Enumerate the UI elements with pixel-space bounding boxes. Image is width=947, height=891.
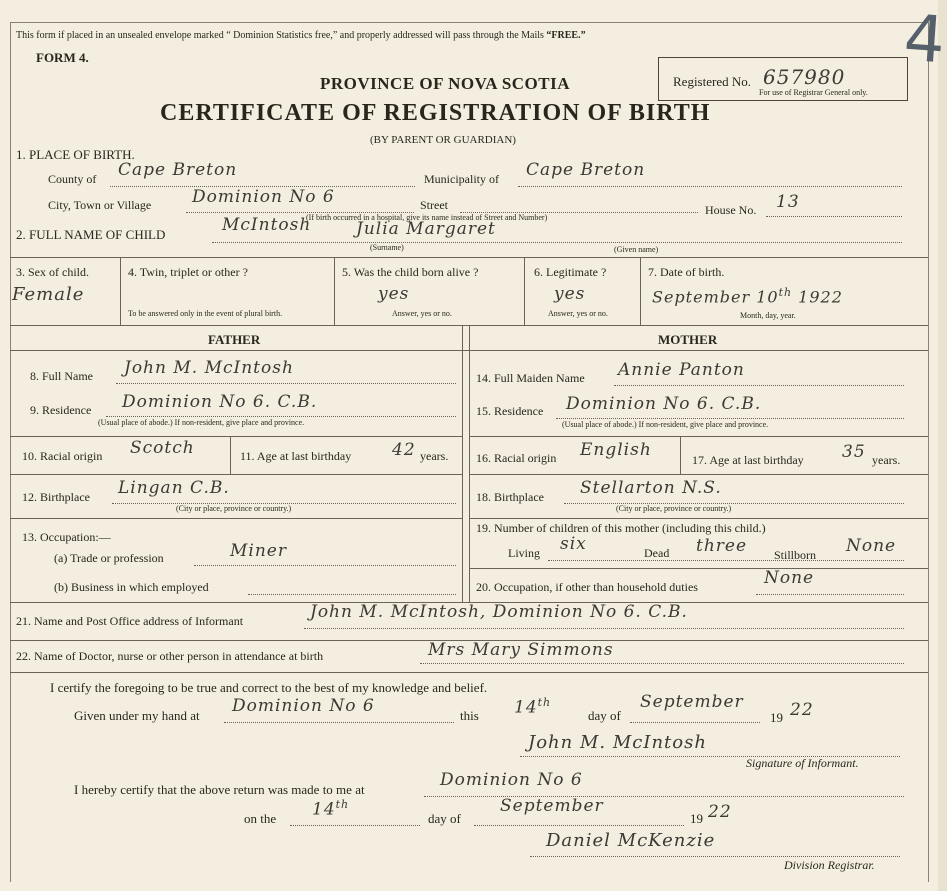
mother-name-line <box>614 385 904 386</box>
child-surname: McIntosh <box>222 215 312 235</box>
father-heading: FATHER <box>208 332 261 347</box>
father-racial-value: Scotch <box>130 438 195 458</box>
dead-label: Dead <box>644 546 670 560</box>
trade-label: (a) Trade or profession <box>54 551 164 565</box>
living-value: six <box>560 534 587 554</box>
registrar-signature: Daniel McKenzie <box>546 830 716 851</box>
right-border <box>928 22 929 882</box>
occupation-label: 13. Occupation:— <box>22 530 111 544</box>
child-name-label: 2. FULL NAME OF CHILD <box>16 227 166 242</box>
doctor-line <box>420 663 904 664</box>
city-label: City, Town or Village <box>48 198 152 212</box>
father-residence-label: 9. Residence <box>30 403 92 417</box>
registrar-signature-label: Division Registrar. <box>784 858 875 872</box>
parent-heading-rule <box>10 350 928 351</box>
twin-label: 4. Twin, triplet or other ? <box>128 265 248 279</box>
certify-statement: I certify the foregoing to be true and correct to the best of my knowledge and belief. <box>50 680 488 695</box>
mother-occupation-value: None <box>764 568 815 588</box>
father-residence-value: Dominion No 6. C.B. <box>122 392 318 412</box>
given-note: (Given name) <box>614 245 659 254</box>
father-birthplace-label: 12. Birthplace <box>22 490 90 504</box>
house-label: House No. <box>705 203 757 217</box>
certify-year-value: 22 <box>790 700 814 720</box>
registrar-month-line <box>474 825 684 826</box>
mother-residence-label: 15. Residence <box>476 404 544 418</box>
mother-years-label: years. <box>872 453 901 467</box>
hospital-note: (If birth occurred in a hospital, give its name instead of Street and Number) <box>306 213 548 222</box>
birth-day: 10 <box>756 287 779 307</box>
mail-notice <box>16 30 586 41</box>
informant-line <box>304 628 904 629</box>
province-heading: PROVINCE OF NOVA SCOTIA <box>320 74 571 93</box>
legit-value: yes <box>554 284 586 304</box>
mail-notice-free: “FREE.” <box>546 30 586 41</box>
given-place-line <box>224 722 454 723</box>
this-label: this <box>460 708 479 723</box>
certify-month-value: September <box>640 692 744 712</box>
doctor-value: Mrs Mary Simmons <box>428 640 614 660</box>
parent-column-divider <box>462 325 463 602</box>
street-label: Street <box>420 198 448 212</box>
registrar-on-the: on the <box>244 811 277 826</box>
certify-day-of-label: day of <box>588 708 621 723</box>
father-residence-note: (Usual place of abode.) If non-resident, give place and province. <box>98 418 305 427</box>
mother-age-value: 35 <box>842 442 866 462</box>
child-given-name: Julia Margaret <box>356 219 496 239</box>
mother-occupation-line <box>756 594 904 595</box>
birth-day-suffix: th <box>778 286 793 299</box>
municipality-value: Cape Breton <box>526 160 646 180</box>
row3-divider-3 <box>524 257 525 325</box>
registrar-place-line <box>424 796 904 797</box>
certificate-title: CERTIFICATE OF REGISTRATION OF BIRTH <box>160 100 711 126</box>
mother-birthplace-label: 18. Birthplace <box>476 490 544 504</box>
mother-occupation-label: 20. Occupation, if other than household duties <box>476 580 698 594</box>
father-row-rule-2 <box>10 474 462 475</box>
dead-value: three <box>696 536 748 556</box>
mother-name-value: Annie Panton <box>618 360 745 380</box>
mother-row-rule-3 <box>469 518 928 519</box>
father-row-rule-1 <box>10 436 462 437</box>
birth-year: 1922 <box>798 287 843 307</box>
form-number: FORM 4. <box>36 50 89 65</box>
legit-note: Answer, yes or no. <box>548 309 608 318</box>
mother-row-rule-4 <box>469 568 928 569</box>
registered-label: Registered No. <box>673 74 751 89</box>
certificate-subtitle: (BY PARENT OR GUARDIAN) <box>370 134 516 146</box>
legit-label: 6. Legitimate ? <box>534 265 607 279</box>
trade-value: Miner <box>230 541 287 561</box>
registrar-day-of-label: day of <box>428 811 461 826</box>
top-border <box>10 22 928 23</box>
mother-birthplace-value: Stellarton N.S. <box>580 478 722 498</box>
father-years-label: years. <box>420 449 449 463</box>
doctor-rule <box>10 672 928 673</box>
registrar-year-value: 22 <box>708 802 732 822</box>
alive-value: yes <box>378 284 410 304</box>
father-age-label: 11. Age at last birthday <box>240 449 352 463</box>
certify-day <box>514 696 551 718</box>
registrar-signature-line <box>530 856 900 857</box>
stillborn-value: None <box>846 536 897 556</box>
registrar-day-number: 14 <box>312 799 336 820</box>
registered-number: 657980 <box>763 65 846 89</box>
father-residence-line <box>106 416 456 417</box>
mother-age-divider <box>680 436 681 474</box>
given-place-value: Dominion No 6 <box>232 696 375 716</box>
county-label: County of <box>48 172 97 186</box>
city-value: Dominion No 6 <box>192 187 335 207</box>
row3-divider-4 <box>640 257 641 325</box>
birth-month: September <box>652 287 751 307</box>
certify-month-line <box>630 722 760 723</box>
business-label: (b) Business in which employed <box>54 580 209 594</box>
left-border <box>10 22 11 882</box>
certify-day-suffix: th <box>537 696 552 709</box>
row3-divider-2 <box>334 257 335 325</box>
certify-year-prefix: 19 <box>770 710 783 725</box>
mother-heading: MOTHER <box>658 332 718 347</box>
mother-birthplace-line <box>564 503 904 504</box>
stillborn-label: Stillborn <box>774 548 817 562</box>
father-birthplace-value: Lingan C.B. <box>118 478 230 498</box>
child-name-line <box>212 242 902 243</box>
doctor-label: 22. Name of Doctor, nurse or other person in attendance at birth <box>16 649 324 663</box>
alive-note: Answer, yes or no. <box>392 309 452 318</box>
row3-top-rule <box>10 257 928 258</box>
registrar-day-line <box>290 825 420 826</box>
informant-label: 21. Name and Post Office address of Informant <box>16 614 244 628</box>
father-name-label: 8. Full Name <box>30 369 93 383</box>
sex-value: Female <box>12 284 85 305</box>
mother-residence-value: Dominion No 6. C.B. <box>566 394 762 414</box>
father-birthplace-note: (City or place, province or country.) <box>176 504 292 513</box>
alive-label: 5. Was the child born alive ? <box>342 265 479 279</box>
mail-notice-text: This form if placed in an unsealed envelope marked “ Dominion Statistics free,” and properly addressed will pass through the Mails <box>16 30 544 41</box>
registrar-note: For use of Registrar General only. <box>759 88 868 97</box>
registrar-month-value: September <box>500 796 604 816</box>
father-age-divider <box>230 436 231 474</box>
house-line <box>766 216 902 217</box>
mother-age-label: 17. Age at last birthday <box>692 453 804 467</box>
municipality-line <box>518 186 902 187</box>
municipality-label: Municipality of <box>424 172 499 186</box>
registrar-statement: I hereby certify that the above return was made to me at <box>74 782 365 797</box>
registrar-year-prefix: 19 <box>690 811 703 826</box>
parent-column-divider-2 <box>469 325 470 602</box>
sex-label: 3. Sex of child. <box>16 265 89 279</box>
twin-note: To be answered only in the event of plural birth. <box>128 309 283 318</box>
mother-row-rule-1 <box>469 436 928 437</box>
registrar-place-value: Dominion No 6 <box>440 770 583 790</box>
given-under-label: Given under my hand at <box>74 708 200 723</box>
father-row-rule-3 <box>10 518 462 519</box>
father-age-value: 42 <box>392 440 416 460</box>
father-name-value: John M. McIntosh <box>124 358 294 378</box>
birth-date-note: Month, day, year. <box>740 311 796 320</box>
children-line <box>548 560 904 561</box>
father-name-line <box>116 383 456 384</box>
informant-signature: John M. McIntosh <box>528 732 707 753</box>
place-heading: 1. PLACE OF BIRTH. <box>16 147 135 162</box>
living-label: Living <box>508 546 540 560</box>
row3-divider-1 <box>120 257 121 325</box>
county-value: Cape Breton <box>118 160 238 180</box>
mother-residence-line <box>556 418 904 419</box>
house-value: 13 <box>776 192 800 212</box>
father-racial-label: 10. Racial origin <box>22 449 103 463</box>
mother-row-rule-2 <box>469 474 928 475</box>
mother-racial-value: English <box>580 440 652 460</box>
mother-name-label: 14. Full Maiden Name <box>476 371 585 385</box>
mother-birthplace-note: (City or place, province or country.) <box>616 504 732 513</box>
registration-box <box>658 57 908 101</box>
business-line <box>248 594 456 595</box>
trade-line <box>194 565 456 566</box>
mother-residence-note: (Usual place of abode.) If non-resident, give place and province. <box>562 420 769 429</box>
children-label: 19. Number of children of this mother (including this child.) <box>476 521 766 535</box>
registrar-day <box>312 798 349 820</box>
mother-racial-label: 16. Racial origin <box>476 451 557 465</box>
birth-date-value <box>652 286 843 306</box>
certify-day-number: 14 <box>514 697 538 718</box>
surname-note: (Surname) <box>370 243 404 252</box>
informant-value: John M. McIntosh, Dominion No 6. C.B. <box>310 602 688 622</box>
birth-date-label: 7. Date of birth. <box>648 265 725 279</box>
registrar-day-suffix: th <box>335 798 350 811</box>
margin-mark: 4 <box>901 1 947 79</box>
signature-label: Signature of Informant. <box>746 756 859 770</box>
